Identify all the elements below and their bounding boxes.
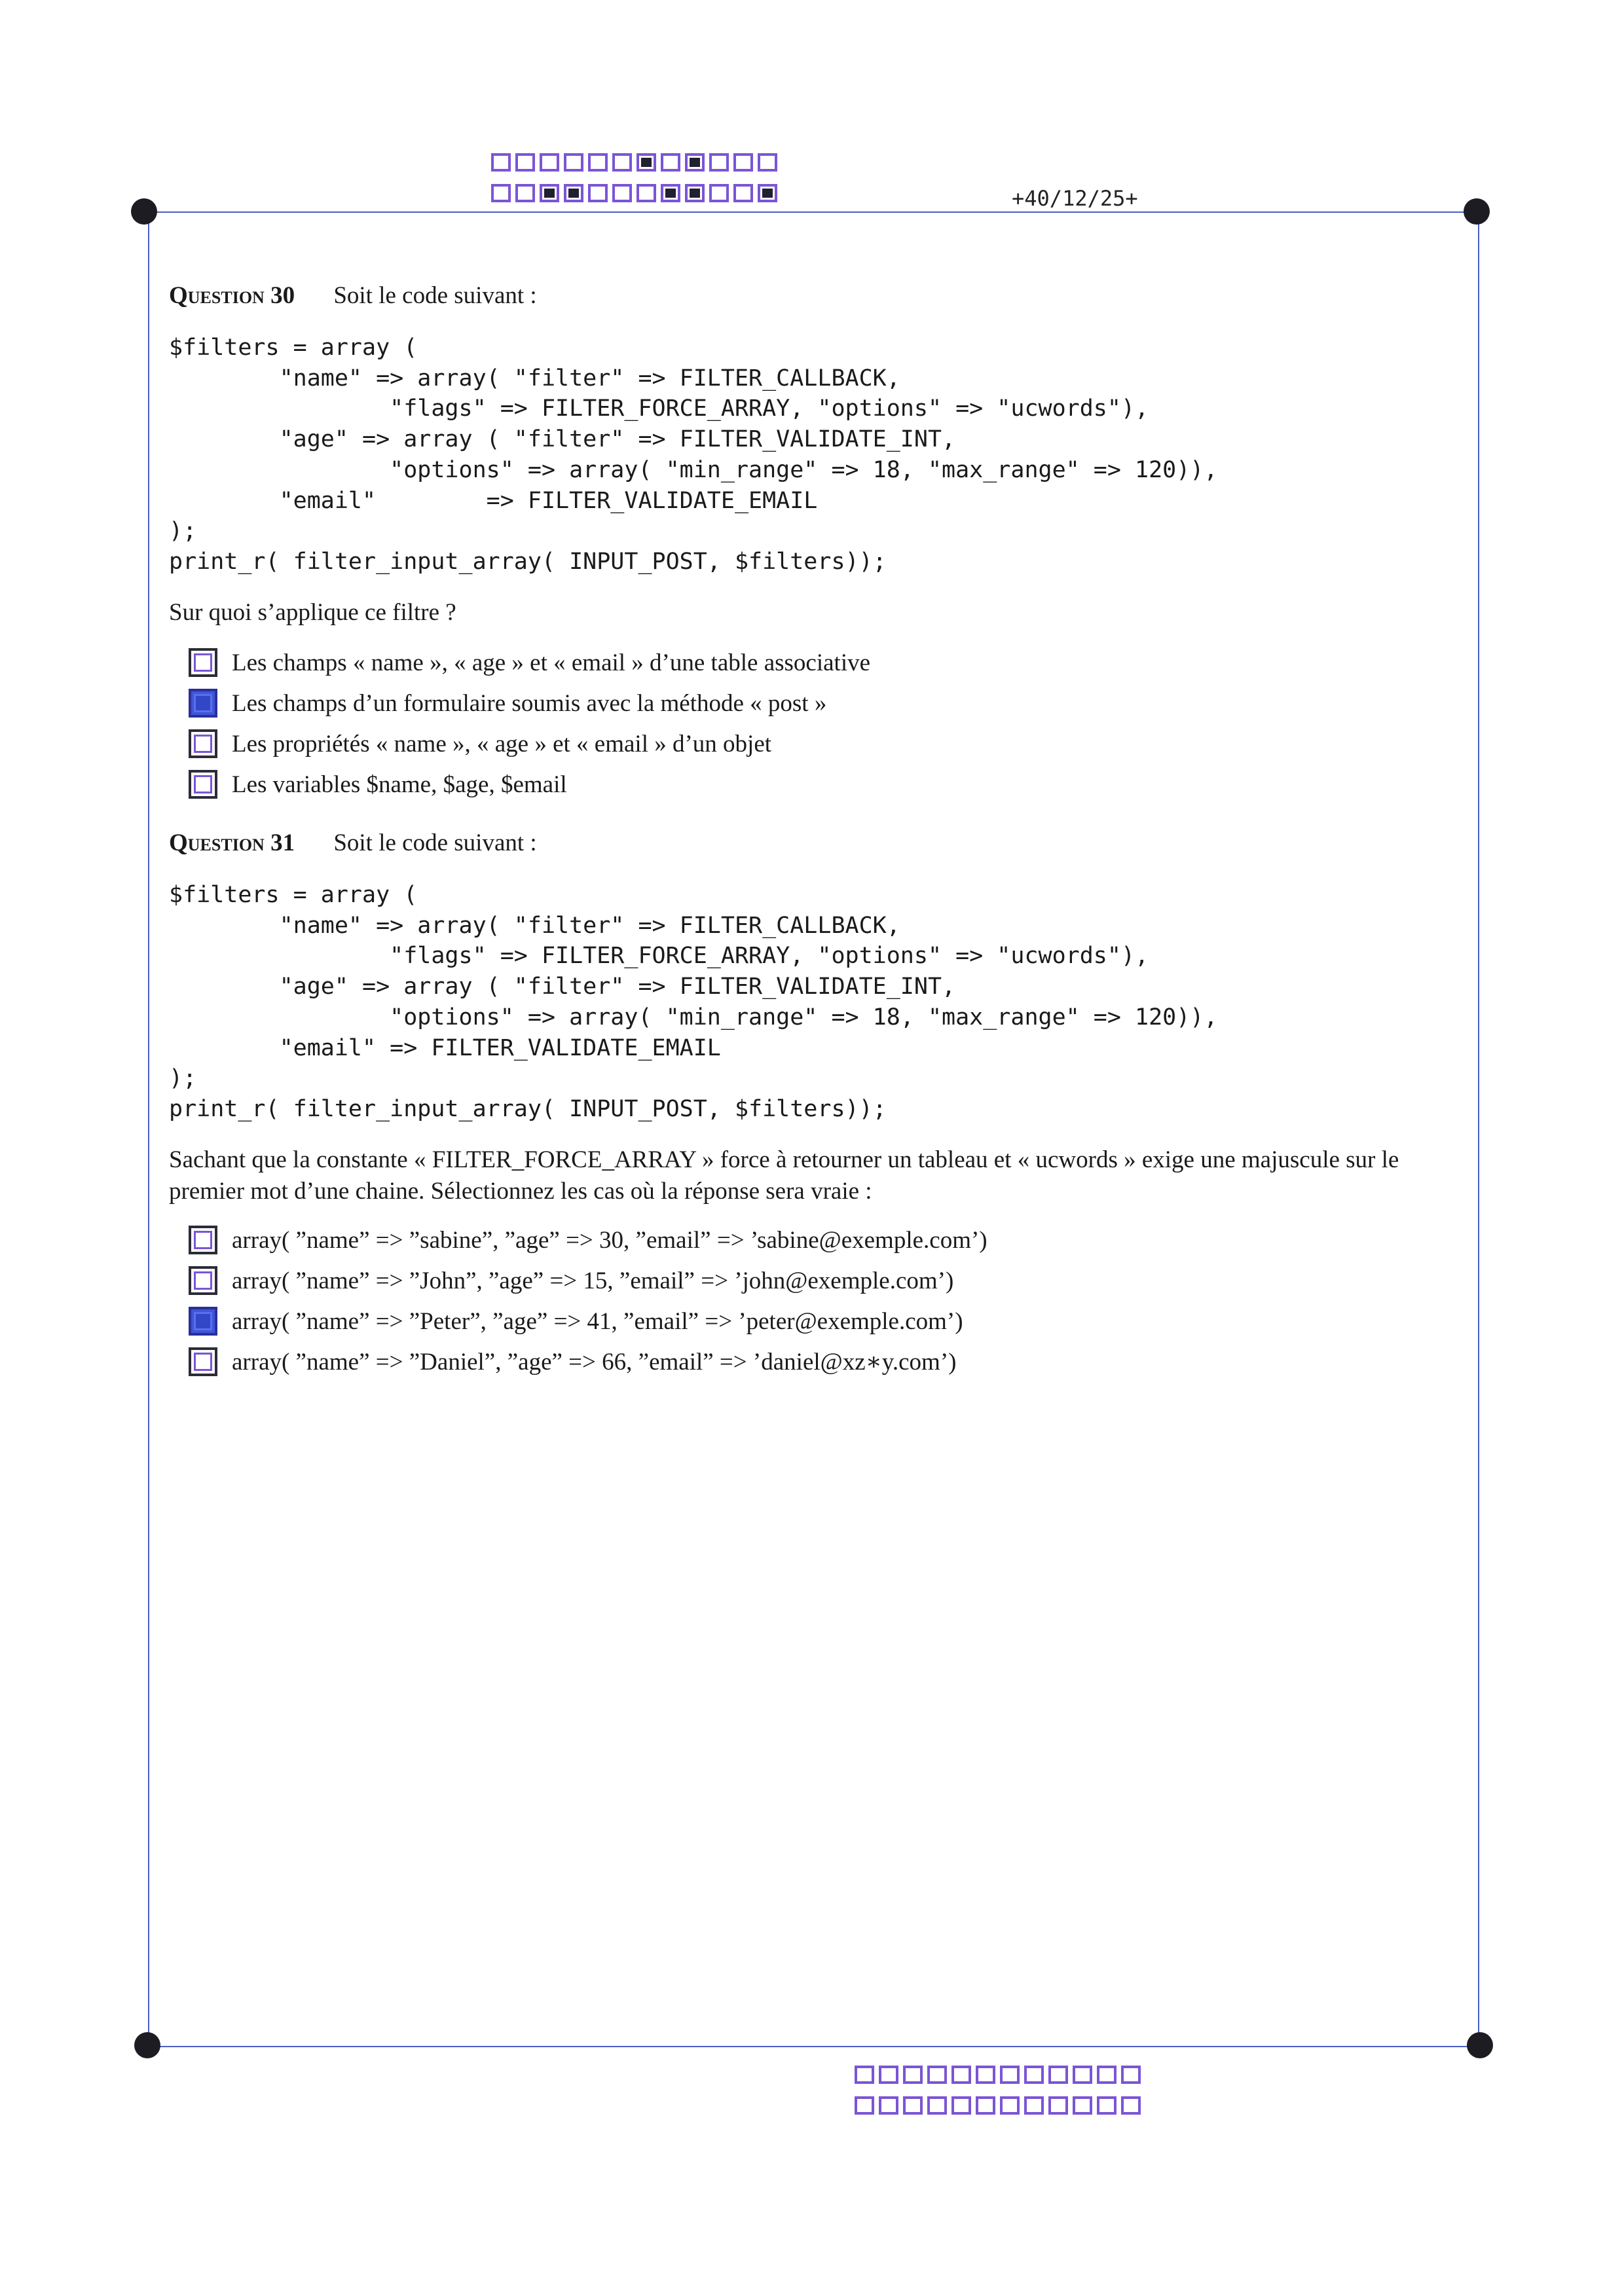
answer-checkbox-checked[interactable]: [189, 689, 217, 718]
code-cell: [1121, 2096, 1141, 2115]
code-cell-filled: [540, 184, 559, 202]
code-cell-filled: [661, 184, 680, 202]
code-cell: [951, 2066, 971, 2084]
question-31-prompt: Sachant que la constante « FILTER_FORCE_ARRAY » force à retourner un tableau et « ucwords » exige une majuscule sur le premier mot d’une chaine. Sélectionnez les cas où la réponse sera vraie :: [169, 1146, 1399, 1205]
corner-mark-top-right: [1464, 198, 1490, 225]
answer-label: Les champs « name », « age » et « email » d’une table associative: [232, 649, 871, 676]
code-cell: [758, 153, 777, 172]
page-id: +40/12/25+: [1012, 186, 1138, 211]
code-cell: [1073, 2096, 1092, 2115]
code-cell: [1097, 2066, 1116, 2084]
question-31-answer-2[interactable]: [189, 1266, 953, 1295]
code-cell: [903, 2066, 923, 2084]
question-title: Question 30: [169, 282, 295, 309]
answer-checkbox[interactable]: [189, 648, 217, 677]
code-cell: [1000, 2096, 1020, 2115]
code-cell: [637, 184, 656, 202]
bottom-code-strip-2: [855, 2096, 1145, 2115]
question-30-code: $filters = array ( "name" => array( "filter" => FILTER_CALLBACK, "flags" => FILTER_FORCE_ARRAY, "options" => "ucwords"), "age" => array ( "filter" => FILTER_VALIDATE_INT, "options" => array( "min_range" => 18, "max_range" => 120)), "email" => FILTER_VALIDATE_EMAIL ); print_r( filter_input_array( INPUT_POST, $filters));: [169, 335, 1218, 575]
question-31-header: [169, 829, 537, 857]
code-cell: [515, 184, 535, 202]
code-cell-filled: [685, 184, 705, 202]
code-cell: [855, 2096, 874, 2115]
question-30-prompt: Sur quoi s’applique ce filtre ?: [169, 599, 456, 626]
top-code-strip-2: [491, 184, 782, 202]
code-cell-filled: [637, 153, 656, 172]
code-cell: [733, 184, 753, 202]
code-cell: [612, 153, 632, 172]
code-cell: [1121, 2066, 1141, 2084]
answer-label: Les propriétés « name », « age » et « email » d’un objet: [232, 730, 772, 757]
frame-left-line: [148, 211, 149, 2047]
answer-label: array( ”name” => ”Peter”, ”age” => 41, ”email” => ’peter@exemple.com’): [232, 1307, 963, 1335]
code-cell: [588, 153, 608, 172]
answer-checkbox[interactable]: [189, 1266, 217, 1295]
corner-mark-top-left: [131, 198, 157, 225]
question-30-header: [169, 282, 537, 310]
code-cell: [879, 2066, 898, 2084]
top-code-strip-1: [491, 153, 782, 172]
answer-label: array( ”name” => ”sabine”, ”age” => 30, ”email” => ’sabine@exemple.com’): [232, 1226, 987, 1254]
corner-mark-bottom-right: [1467, 2032, 1493, 2058]
code-cell: [1000, 2066, 1020, 2084]
answer-checkbox[interactable]: [189, 729, 217, 758]
question-30-answer-3[interactable]: [189, 729, 771, 758]
frame-right-line: [1478, 211, 1479, 2047]
question-30-answer-2[interactable]: [189, 689, 826, 718]
code-cell: [855, 2066, 874, 2084]
code-cell: [1097, 2096, 1116, 2115]
question-30-answer-4[interactable]: [189, 770, 567, 799]
code-cell: [515, 153, 535, 172]
corner-mark-bottom-left: [134, 2032, 160, 2058]
answer-label: Les champs d’un formulaire soumis avec la méthode « post »: [232, 689, 827, 717]
code-cell: [1024, 2096, 1044, 2115]
code-cell: [1048, 2096, 1068, 2115]
question-31-answer-3[interactable]: [189, 1307, 963, 1336]
code-cell: [976, 2096, 995, 2115]
answer-checkbox[interactable]: [189, 1347, 217, 1376]
code-cell: [927, 2096, 947, 2115]
code-cell: [709, 184, 729, 202]
code-cell-filled: [758, 184, 777, 202]
code-cell: [661, 153, 680, 172]
answer-label: array( ”name” => ”Daniel”, ”age” => 66, ”email” => ’daniel@xz∗y.com’): [232, 1349, 957, 1376]
question-intro: Soit le code suivant :: [333, 829, 537, 856]
code-cell: [612, 184, 632, 202]
answer-checkbox[interactable]: [189, 1226, 217, 1254]
code-cell: [588, 184, 608, 202]
answer-label: Les variables $name, $age, $email: [232, 771, 567, 798]
code-cell: [879, 2096, 898, 2115]
question-31-code: $filters = array ( "name" => array( "filter" => FILTER_CALLBACK, "flags" => FILTER_FORCE_ARRAY, "options" => "ucwords"), "age" => array ( "filter" => FILTER_VALIDATE_INT, "options" => array( "min_range" => 18, "max_range" => 120)), "email" => FILTER_VALIDATE_EMAIL ); print_r( filter_input_array( INPUT_POST, $filters));: [169, 882, 1218, 1122]
code-cell: [564, 153, 583, 172]
code-cell: [951, 2096, 971, 2115]
code-cell: [903, 2096, 923, 2115]
code-cell: [1073, 2066, 1092, 2084]
code-cell: [1024, 2066, 1044, 2084]
answer-label: array( ”name” => ”John”, ”age” => 15, ”email” => ’john@exemple.com’): [232, 1267, 954, 1294]
code-cell: [491, 184, 511, 202]
question-title: Question 31: [169, 829, 295, 856]
answer-checkbox[interactable]: [189, 770, 217, 799]
question-intro: Soit le code suivant :: [333, 282, 537, 309]
question-31-answer-1[interactable]: [189, 1226, 987, 1254]
code-cell: [540, 153, 559, 172]
code-cell-filled: [685, 153, 705, 172]
frame-bottom-line: [147, 2046, 1483, 2047]
code-cell: [733, 153, 753, 172]
code-cell: [709, 153, 729, 172]
code-cell: [491, 153, 511, 172]
answer-checkbox-checked[interactable]: [189, 1307, 217, 1336]
frame-top-line: [144, 211, 1480, 213]
code-cell: [927, 2066, 947, 2084]
question-30-answer-1[interactable]: [189, 648, 870, 677]
bottom-code-strip-1: [855, 2066, 1145, 2084]
question-31-answer-4[interactable]: [189, 1347, 956, 1376]
code-cell: [976, 2066, 995, 2084]
code-cell-filled: [564, 184, 583, 202]
code-cell: [1048, 2066, 1068, 2084]
